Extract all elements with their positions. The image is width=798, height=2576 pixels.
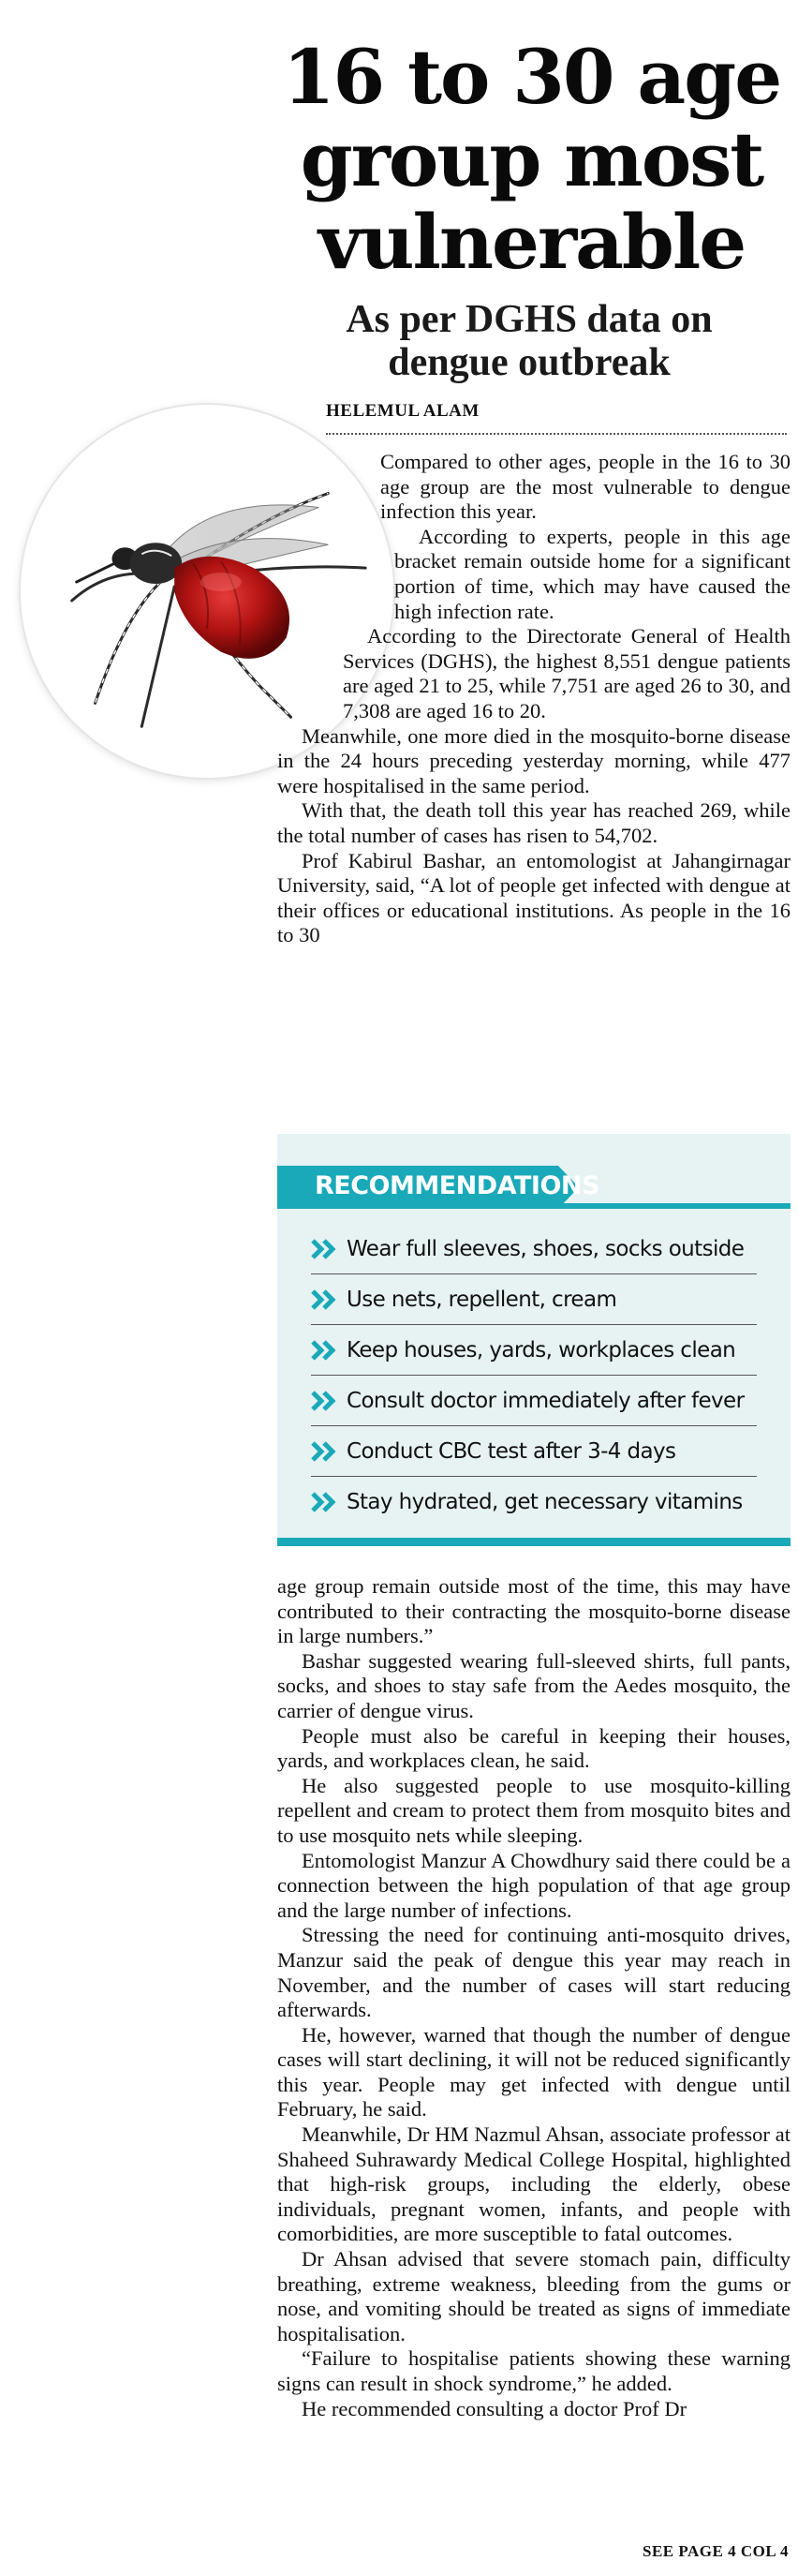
double-chevron-right-icon (311, 1440, 337, 1463)
double-chevron-right-icon (311, 1288, 337, 1311)
recommendations-title: RECOMMENDATIONS (315, 1171, 599, 1200)
list-item (311, 1274, 757, 1325)
article-body-bottom (277, 1574, 791, 2421)
paragraph: According to the Directorate General of Health Services (DGHS), the highest 8,551 dengue patients are aged 21 to 25, while 7,751 are aged 26 to 30, and 7,308 are aged 16 to 20. (343, 624, 791, 722)
paragraph: age group remain outside most of the time, this may have contributed to their contracting the mosquito-borne disease in large numbers.” (277, 1574, 791, 1648)
byline: HELEMUL ALAM (326, 401, 480, 421)
article-body-top (277, 450, 791, 948)
list-item (311, 1224, 757, 1274)
paragraph: With that, the death toll this year has reached 269, while the total number of cases has risen to 54,702. (277, 798, 791, 847)
recommendation-text: Conduct CBC test after 3-4 days (347, 1438, 676, 1464)
headline: 16 to 30 age group most vulnerable (282, 33, 781, 286)
byline-divider (326, 433, 787, 435)
paragraph: Meanwhile, one more died in the mosquito-borne disease in the 24 hours preceding yesterday morning, while 477 were hospitalised in the same period. (277, 723, 791, 797)
list-item (311, 1477, 757, 1527)
paragraph: Meanwhile, Dr HM Nazmul Ahsan, associate professor at Shaheed Suhrawardy Medical College Hospital, highlighted that high-risk groups, including the elderly, obese individuals, pregnant women, infants, and people with comorbidities, are more susceptible to fatal outcomes. (277, 2122, 791, 2246)
paragraph: He recommended consulting a doctor Prof Dr (302, 2396, 687, 2420)
recommendation-text: Consult doctor immediately after fever (347, 1388, 745, 1413)
jump-line: SEE PAGE 4 COL 4 (643, 2542, 789, 2560)
double-chevron-right-icon (311, 1390, 337, 1412)
recommendation-text: Wear full sleeves, shoes, socks outside (347, 1236, 745, 1261)
paragraph: He also suggested people to use mosquito-killing repellent and cream to protect them from mosquito bites and to use mosquito nets while sleeping. (277, 1773, 791, 1847)
recommendation-text: Use nets, repellent, cream (347, 1287, 617, 1312)
recommendation-text: Stay hydrated, get necessary vitamins (347, 1490, 743, 1514)
double-chevron-right-icon (311, 1339, 337, 1362)
recommendations-header (277, 1166, 791, 1209)
paragraph: He, however, warned that though the number of dengue cases will start declining, it will not be reduced significantly this year. People may get infected with dengue until February, he said. (277, 2022, 791, 2122)
paragraph: “Failure to hospitalise patients showing these warning signs can result in shock syndrome,” he added. (277, 2346, 791, 2395)
recommendation-text: Keep houses, yards, workplaces clean (347, 1337, 736, 1362)
list-item (311, 1376, 757, 1426)
double-chevron-right-icon (311, 1238, 337, 1260)
list-item (311, 1426, 757, 1477)
paragraph: People must also be careful in keeping their houses, yards, and workplaces clean, he said. (277, 1723, 791, 1773)
paragraph: Compared to other ages, people in the 16 to 30 age group are the most vulnerable to dengue infection this year. (380, 450, 791, 524)
paragraph: According to experts, people in this age bracket remain outside home for a significant portion of time, which may have caused the high infection rate. (394, 524, 791, 623)
double-chevron-right-icon (311, 1491, 337, 1513)
paragraph: Prof Kabirul Bashar, an entomologist at Jahangirnagar University, said, “A lot of people get infected with dengue at their offices or educational institutions. As people in the 16 to 30 (277, 848, 791, 947)
deck-subheadline: As per DGHS data on dengue outbreak (346, 298, 713, 384)
paragraph: Stressing the need for continuing anti-mosquito drives, Manzur said the peak of dengue this year may reach in November, and the number of cases will start reducing afterwards. (277, 1923, 791, 2022)
paragraph: Entomologist Manzur A Chowdhury said there could be a connection between the high population of that age group and the large number of infections. (277, 1848, 791, 1922)
recommendations-list (311, 1224, 757, 1527)
wrapped-column-top (277, 450, 791, 948)
paragraph: Dr Ahsan advised that severe stomach pain, difficulty breathing, extreme weakness, bleeding from the gums or nose, and vomiting should be treated as signs of immediate hospitalisation. (277, 2247, 791, 2345)
list-item (311, 1325, 757, 1376)
recommendations-box (277, 1134, 791, 1546)
paragraph: Bashar suggested wearing full-sleeved shirts, full pants, socks, and shoes to stay safe from the Aedes mosquito, the carrier of dengue virus. (277, 1648, 791, 1722)
